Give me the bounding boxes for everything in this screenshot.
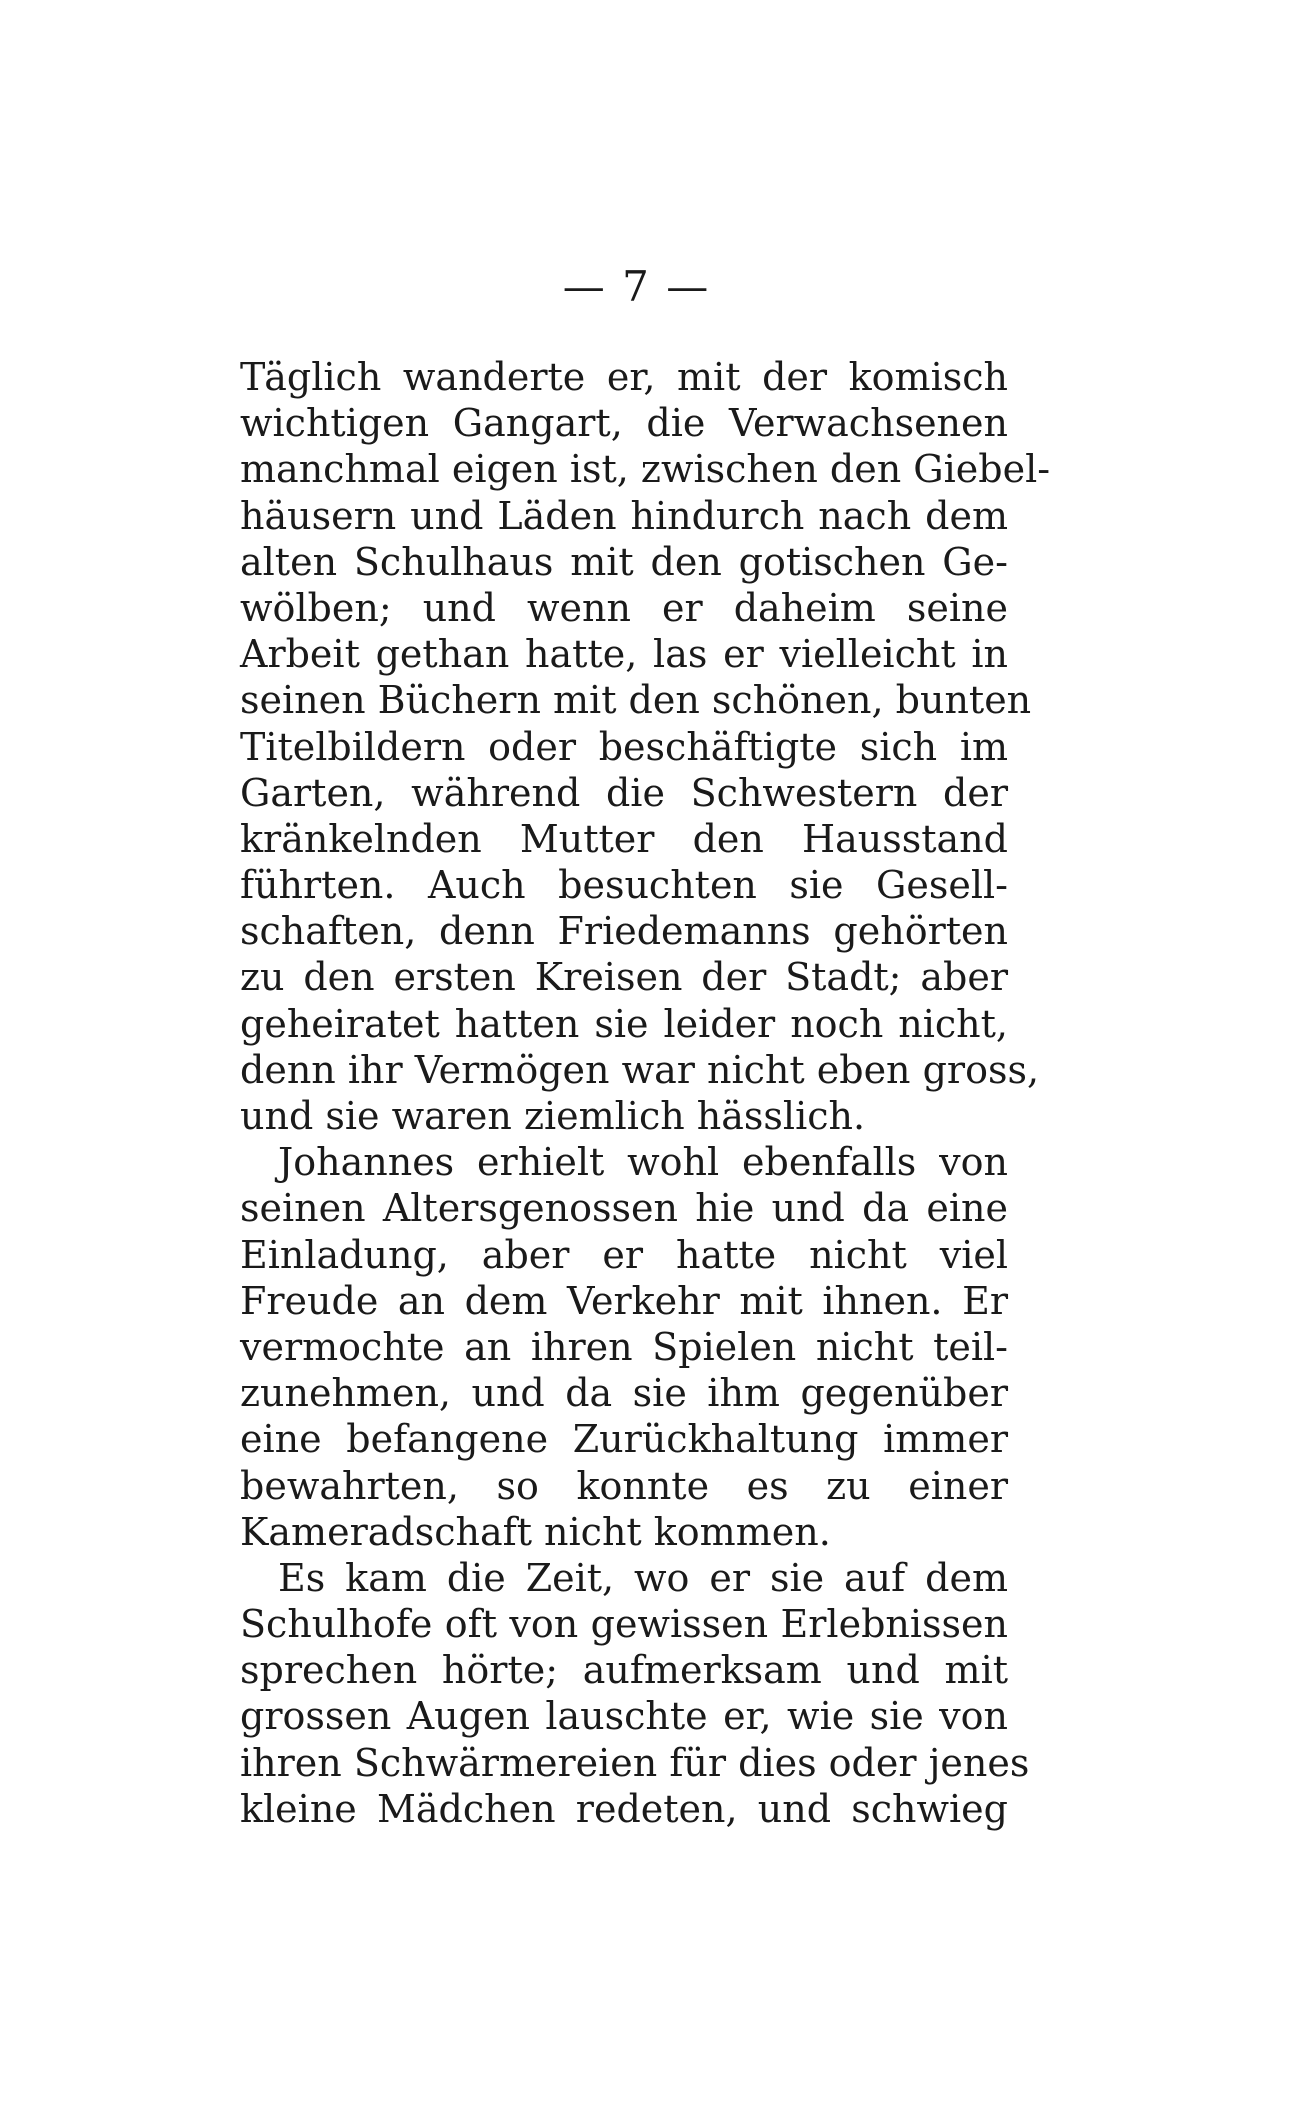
text-line: Johannes erhielt wohl ebenfalls von	[278, 1140, 1008, 1185]
text-line: geheiratet hatten sie leider noch nicht,	[240, 1001, 1008, 1046]
text-line: wölben; und wenn er daheim seine	[240, 585, 1008, 630]
text-line: eine befangene Zurückhaltung immer	[240, 1417, 1008, 1462]
text-line: vermochte an ihren Spielen nicht teil-	[240, 1324, 1008, 1369]
text-line: wichtigen Gangart, die Verwachsenen	[240, 401, 1008, 446]
text-line: Titelbildern oder beschäftigte sich im	[240, 724, 1008, 769]
text-line: und sie waren ziemlich hässlich.	[240, 1094, 866, 1138]
text-line: kränkelnden Mutter den Hausstand	[240, 816, 1008, 861]
text-line: ihren Schwärmereien für dies oder jenes	[240, 1740, 1030, 1785]
page-number: — 7 —	[562, 262, 711, 311]
text-line: denn ihr Vermögen war nicht eben gross,	[240, 1047, 1040, 1092]
text-line: führten. Auch besuchten sie Gesell-	[240, 863, 1008, 908]
text-line: Täglich wanderte er, mit der komisch	[240, 355, 1008, 399]
text-line: grossen Augen lauschte er, wie sie von	[240, 1694, 1008, 1739]
text-line: manchmal eigen ist, zwischen den Giebel-	[240, 447, 1051, 492]
paragraph-1	[240, 354, 1051, 1139]
text-line: Arbeit gethan hatte, las er vielleicht in	[240, 632, 1008, 677]
paragraph-3	[240, 1555, 1030, 1832]
text-line: Kameradschaft nicht kommen.	[240, 1509, 831, 1554]
text-line: Einladung, aber er hatte nicht viel	[240, 1232, 1008, 1277]
text-line: Garten, während die Schwestern der	[240, 770, 1008, 815]
text-line: zu den ersten Kreisen der Stadt; aber	[240, 955, 1008, 1000]
text-line: schaften, denn Friedemanns gehörten	[240, 909, 1008, 954]
text-line: bewahrten, so konnte es zu einer	[240, 1463, 1008, 1508]
text-line: Freude an dem Verkehr mit ihnen. Er	[240, 1278, 1008, 1323]
text-line: kleine Mädchen redeten, und schwieg	[240, 1786, 1008, 1831]
text-line: sprechen hörte; aufmerksam und mit	[240, 1648, 1008, 1693]
body-text	[240, 354, 1051, 1832]
text-line: alten Schulhaus mit den gotischen Ge-	[240, 539, 1008, 584]
paragraph-2	[240, 1139, 1008, 1555]
text-line: Es kam die Zeit, wo er sie auf dem	[278, 1555, 1008, 1600]
text-line: seinen Altersgenossen hie und da eine	[240, 1186, 1008, 1231]
text-line: zunehmen, und da sie ihm gegenüber	[240, 1371, 1008, 1416]
text-line: seinen Büchern mit den schönen, bunten	[240, 678, 1032, 723]
text-line: häusern und Läden hindurch nach dem	[240, 493, 1008, 538]
text-line: Schulhofe oft von gewissen Erlebnissen	[240, 1602, 1008, 1647]
